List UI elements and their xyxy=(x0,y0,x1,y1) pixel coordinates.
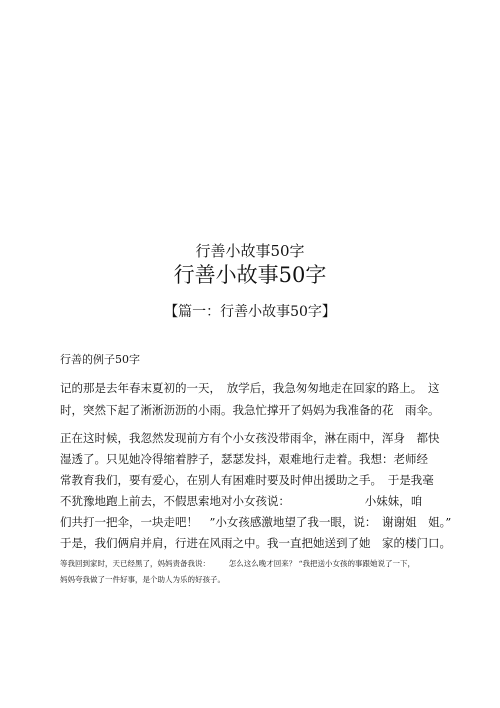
paragraph-2-line: 正在这时候，我忽然发现前方有个小女孩没带雨伞，淋在雨中，浑身 都快 xyxy=(60,431,440,445)
document-title-large: 行善小故事50字 xyxy=(173,263,327,287)
paragraph-2-line: 常教育我们，要有爱心，在别人有困难时要及时伸出援助之手。 于是我毫 xyxy=(60,473,434,487)
section-heading: 【篇一：行善小故事50字】 xyxy=(164,304,336,320)
paragraph-2-line: 湿透了。只见她冷得缩着脖子，瑟瑟发抖，艰难地行走着。我想：老师经 xyxy=(60,452,428,466)
paragraph-2-line: 不犹豫地跑上前去，不假思索地对小女孩说： 小妹妹，咱 xyxy=(60,494,423,508)
paragraph-2-line: 于是，我们俩肩并肩，行进在风雨之中。我一直把她送到了她 家的楼门口。 xyxy=(60,536,451,550)
paragraph-2-line: 们共打一把伞，一块走吧！ ”小女孩感激地望了我一眼，说： 谢谢姐 姐。” xyxy=(60,515,452,529)
footnote-line: 等我回到家时，天已经黑了，妈妈责备我说： 怎么这么晚才回来？ “我把送小女孩的事跟她说了一下， xyxy=(60,559,415,568)
footnote-line: 妈妈夸我做了一件好事，是个助人为乐的好孩子。 xyxy=(60,575,225,584)
subheading: 行善的例子50字 xyxy=(60,353,140,366)
document-title-small: 行善小故事50字 xyxy=(195,242,305,260)
paragraph-1-line: 记的那是去年春末夏初的一天， 放学后，我急匆匆地走在回家的路上。 这 xyxy=(60,381,440,395)
paragraph-1-line: 时，突然下起了淅淅沥沥的小雨。我急忙撑开了妈妈为我准备的花 雨伞。 xyxy=(60,403,440,417)
